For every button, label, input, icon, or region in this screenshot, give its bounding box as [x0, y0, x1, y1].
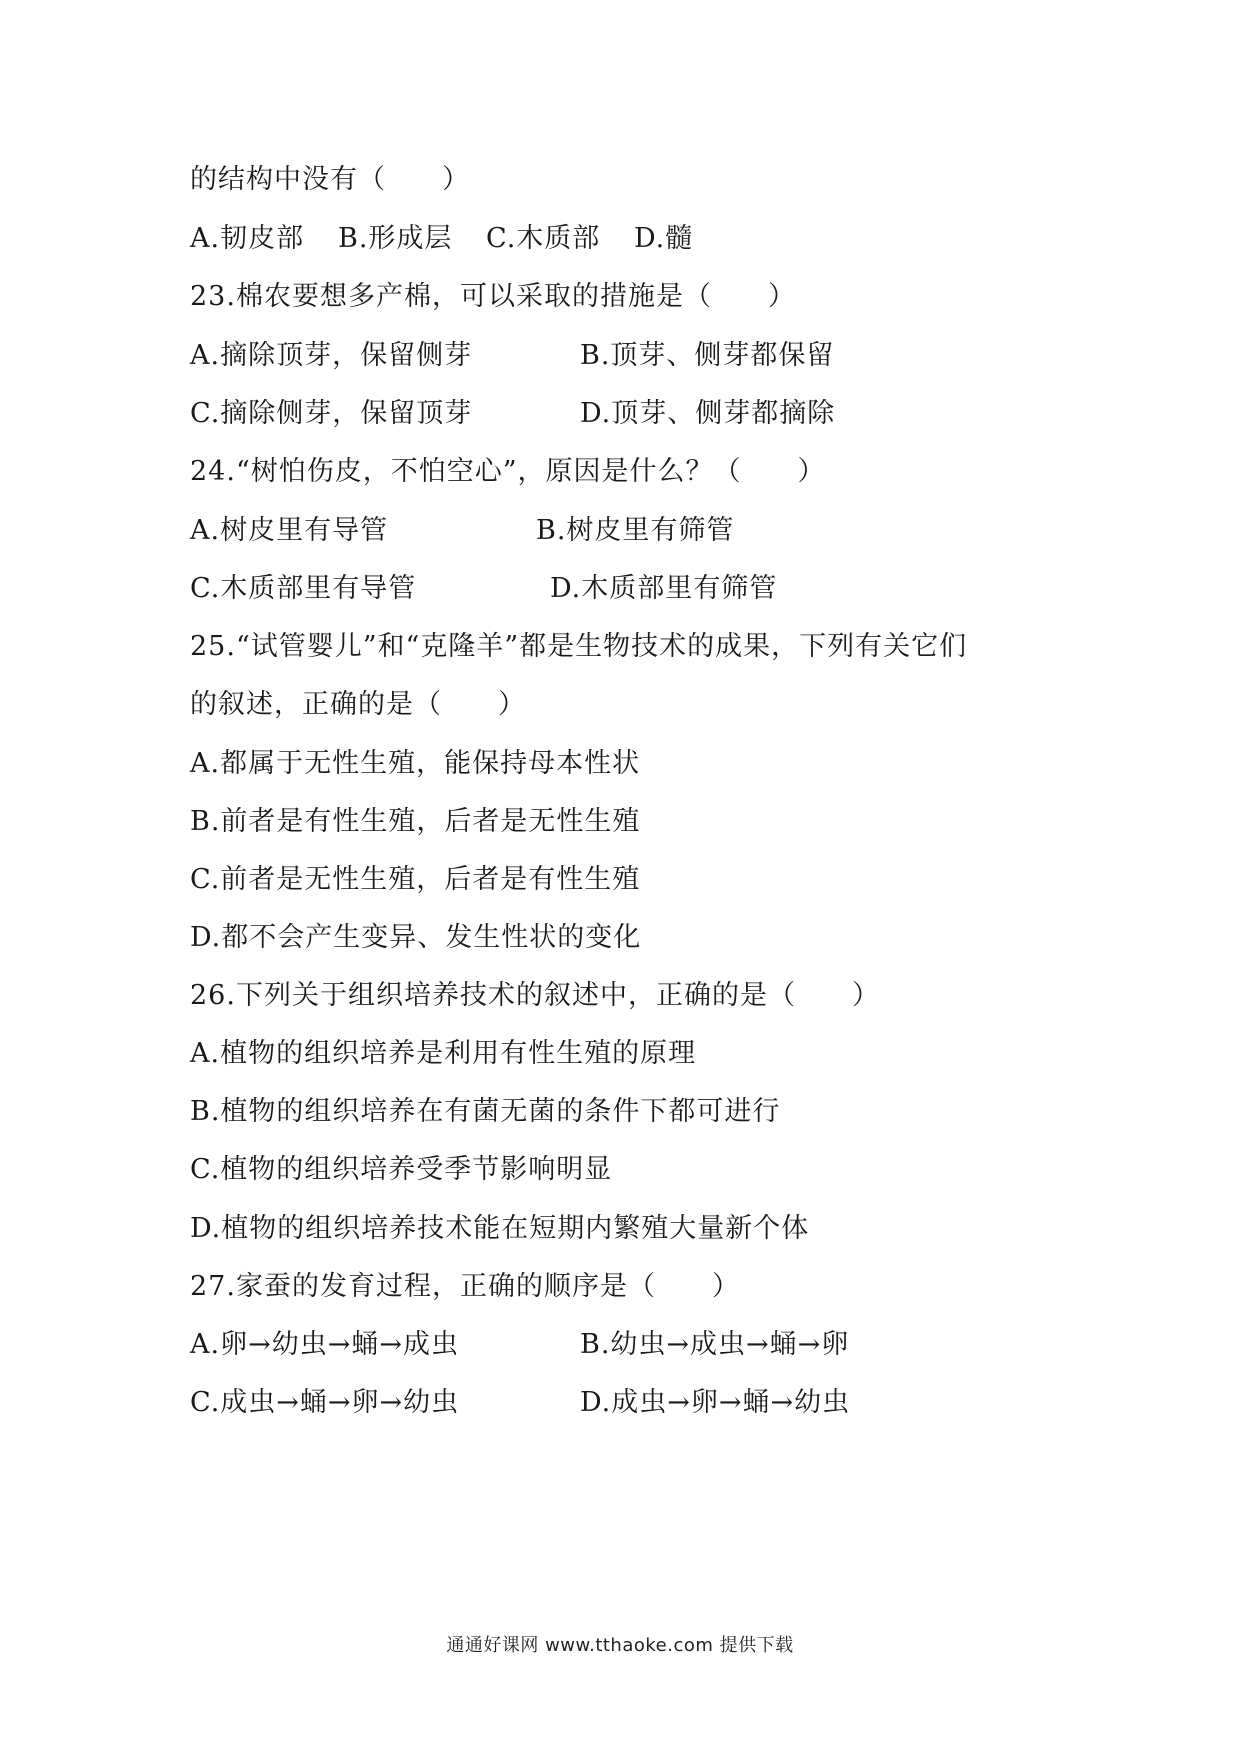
option-27-c: C.成虫→蛹→卵→幼虫 [190, 1387, 460, 1418]
option-24-d: D.木质部里有筛管 [550, 573, 778, 604]
option-26-c: C.植物的组织培养受季节影响明显 [190, 1154, 613, 1185]
option-25-c: C.前者是无性生殖，后者是有性生殖 [190, 864, 641, 895]
question-27-stem: 27.家蚕的发育过程，正确的顺序是（ ） [190, 1271, 740, 1302]
option-27-a: A.卵→幼虫→蛹→成虫 [190, 1329, 459, 1360]
option-24-a: A.树皮里有导管 [190, 515, 389, 546]
option-22-a: A.韧皮部 [190, 223, 305, 254]
option-22-b: B.形成层 [338, 223, 453, 254]
question-22-stem-end: 的结构中没有（ ） [190, 164, 470, 195]
option-23-b: B.顶芽、侧芽都保留 [580, 340, 835, 371]
option-22-c: C.木质部 [486, 223, 601, 254]
option-27-d: D.成虫→卵→蛹→幼虫 [580, 1387, 851, 1418]
option-25-d: D.都不会产生变异、发生性状的变化 [190, 922, 642, 953]
question-24-stem: 24.“树怕伤皮，不怕空心”，原因是什么？（ ） [190, 456, 826, 487]
option-24-c: C.木质部里有导管 [190, 573, 417, 604]
option-22-d: D.髓 [634, 223, 694, 254]
option-24-b: B.树皮里有筛管 [536, 515, 735, 546]
option-23-a: A.摘除顶芽，保留侧芽 [190, 340, 473, 371]
option-25-b: B.前者是有性生殖，后者是无性生殖 [190, 806, 641, 837]
question-23-stem: 23.棉农要想多产棉，可以采取的措施是（ ） [190, 281, 796, 312]
option-23-c: C.摘除侧芽，保留顶芽 [190, 398, 473, 429]
option-25-a: A.都属于无性生殖，能保持母本性状 [190, 748, 641, 779]
question-25-stem-line2: 的叙述，正确的是（ ） [190, 689, 526, 720]
option-26-d: D.植物的组织培养技术能在短期内繁殖大量新个体 [190, 1213, 810, 1244]
question-25-stem-line1: 25.“试管婴儿”和“克隆羊”都是生物技术的成果，下列有关它们 [190, 631, 968, 662]
question-26-stem: 26.下列关于组织培养技术的叙述中，正确的是（ ） [190, 980, 880, 1011]
option-23-d: D.顶芽、侧芽都摘除 [580, 398, 836, 429]
page-footer: 通通好课网 www.tthaoke.com 提供下载 [446, 1635, 794, 1656]
option-26-a: A.植物的组织培养是利用有性生殖的原理 [190, 1038, 697, 1069]
option-27-b: B.幼虫→成虫→蛹→卵 [580, 1329, 850, 1360]
option-26-b: B.植物的组织培养在有菌无菌的条件下都可进行 [190, 1096, 781, 1127]
